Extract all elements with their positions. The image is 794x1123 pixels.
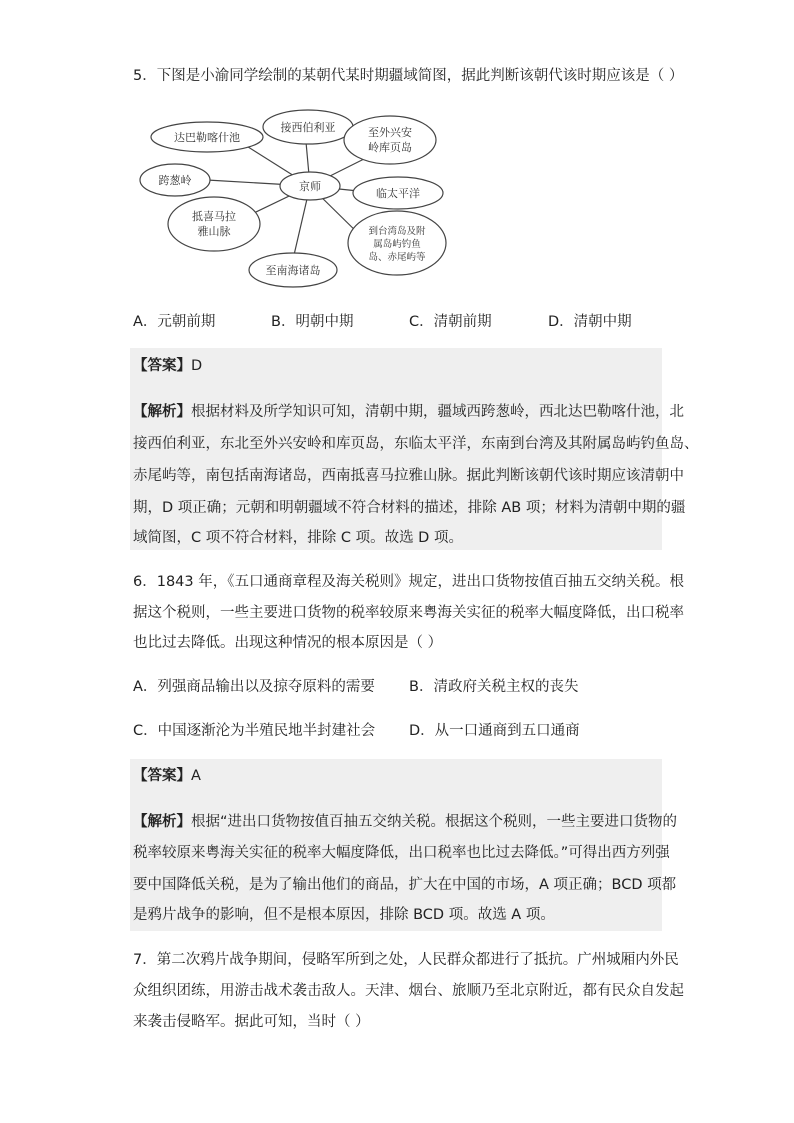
- q5-option-a: A．元朝前期: [133, 314, 216, 330]
- q5-answer-value: D: [191, 358, 203, 374]
- q7-stem-line: 众组织团练，用游击战术袭击敌人。天津、烟台、旅顺乃至北京附近，都有民众自发起: [133, 983, 684, 999]
- q5-option-d: D．清朝中期: [548, 314, 632, 330]
- label-himalaya-1: 抵喜马拉: [192, 210, 236, 223]
- label-taiwan-2: 属岛屿钓鱼: [373, 239, 421, 250]
- label-taiwan-3: 岛、赤尾屿等: [368, 252, 426, 263]
- q6-option-d: D．从一口通商到五口通商: [409, 723, 580, 739]
- q6-answer-tag: 【答案】: [133, 768, 191, 784]
- q6-stem-line: 6．1843 年，《五口通商章程及海关税则》规定，进出口货物按值百抽五交纳关税。根: [133, 574, 684, 590]
- q6-stem-line: 也比过去降低。出现这种情况的根本原因是（ ）: [133, 635, 443, 651]
- q5-answer: [133, 356, 202, 376]
- q6-analysis-tag: 【解析】: [133, 814, 191, 830]
- q5-analysis-line: 期，D 项正确；元朝和明朝疆域不符合材料的描述，排除 AB 项；材料为清朝中期的疆: [133, 500, 686, 516]
- q6-option-c: C．中国逐渐沦为半殖民地半封建社会: [133, 723, 376, 739]
- q6-option-b: B．清政府关税主权的丧失: [409, 679, 579, 695]
- node-himalaya: [168, 197, 260, 251]
- q5-option-c: C．清朝前期: [409, 314, 492, 330]
- q6-option-a: A．列强商品输出以及掠夺原料的需要: [133, 679, 375, 695]
- label-south-sea: 至南海诸岛: [265, 264, 321, 277]
- node-sakhalin: [344, 116, 436, 164]
- label-pamir: 跨葱岭: [158, 174, 192, 187]
- q6-stem-line: 据这个税则，一些主要进口货物的税率较原来粤海关实征的税率大幅度降低，出口税率: [133, 605, 684, 621]
- q6-analysis-line: 税率较原来粤海关实征的税率大幅度降低，出口税率也比过去降低。”可得出西方列强: [133, 845, 670, 861]
- q6-answer: [133, 766, 201, 786]
- q6-analysis-line: 要中国降低关税，是为了输出他们的商品，扩大在中国的市场，A 项正确；BCD 项都: [133, 877, 677, 893]
- label-siberia: 接西伯利亚: [280, 121, 336, 134]
- q5-stem: 5．下图是小渝同学绘制的某朝代某时期疆域简图，据此判断该朝代该时期应该是（ ）: [133, 68, 684, 84]
- label-sakhalin-1: 至外兴安: [368, 126, 412, 139]
- q5-analysis-tag: 【解析】: [133, 404, 191, 420]
- q7-stem-line: 7．第二次鸦片战争期间，侵略军所到之处，人民群众都进行了抵抗。广州城厢内外民: [133, 952, 679, 968]
- q5-analysis-line: 域简图，C 项不符合材料，排除 C 项。故选 D 项。: [133, 530, 463, 546]
- label-pacific: 临太平洋: [376, 187, 420, 200]
- q7-stem-line: 来袭击侵略军。据此可知，当时（ ）: [133, 1014, 370, 1030]
- q5-analysis-line: 赤尾屿等，南包括南海诸岛，西南抵喜马拉雅山脉。据此判断该朝代该时期应该清朝中: [133, 468, 684, 484]
- label-taiwan-1: 到台湾岛及附: [368, 226, 426, 237]
- q6-analysis-line: 【解析】根据“进出口货物按值百抽五交纳关税。根据这个税则，一些主要进口货物的: [133, 814, 678, 830]
- territory-diagram: [130, 100, 460, 290]
- q6-answer-value: A: [191, 768, 201, 784]
- q5-answer-tag: 【答案】: [133, 358, 191, 374]
- q5-option-b: B．明朝中期: [271, 314, 354, 330]
- q5-analysis-line: 【解析】根据材料及所学知识可知，清朝中期，疆域西跨葱岭，西北达巴勒喀什池，北: [133, 404, 684, 420]
- q6-analysis-line: 是鸦片战争的影响，但不是根本原因，排除 BCD 项。故选 A 项。: [133, 907, 555, 923]
- label-capital: 京师: [299, 180, 321, 193]
- label-sakhalin-2: 岭库页岛: [368, 141, 412, 154]
- label-balkhash: 达巴勒喀什池: [174, 131, 240, 144]
- label-himalaya-2: 雅山脉: [197, 225, 231, 238]
- q5-analysis-line: 接西伯利亚，东北至外兴安岭和库页岛，东临太平洋，东南到台湾及其附属岛屿钓鱼岛、: [133, 436, 699, 452]
